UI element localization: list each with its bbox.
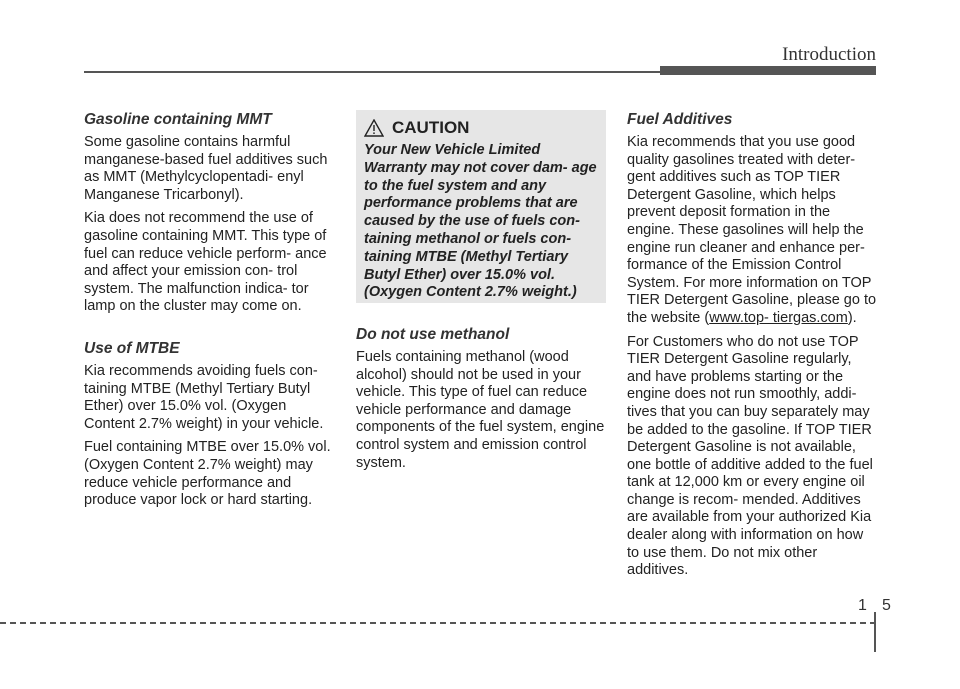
website-link[interactable]: www.top- tiergas.com <box>709 309 848 326</box>
section-title-mmt: Gasoline containing MMT <box>84 111 272 128</box>
paragraph-mtbe-2: Fuel containing MTBE over 15.0% vol. (Oxygen Content 2.7% weight) may reduce vehicle performance and produce vapor lock or hard starting. <box>84 439 331 509</box>
caution-box <box>356 110 606 303</box>
header-rule <box>84 71 660 73</box>
section-title-additives: Fuel Additives <box>627 111 733 128</box>
paragraph-additives-2: For Customers who do not use TOP TIER Detergent Gasoline regularly, and have problems starting or the engine does not run smoothly, addi- tives that you can buy separately may be added to the gasoline. If TOP TIER Detergent Gasoline is not available, one bottle of additive added to the fuel tank at 12,000 km or every engine oil change is recom- mended. Additives are available from your authorized Kia dealer along with information on how to use them. Do not mix other additives. <box>627 333 873 579</box>
chapter-number: 1 <box>858 597 867 614</box>
header-rule-accent <box>660 66 876 75</box>
section-title-mtbe: Use of MTBE <box>84 339 180 357</box>
paragraph-additives-1 <box>627 134 877 328</box>
footer-separator <box>874 612 876 652</box>
paragraph-mmt-2: Kia does not recommend the use of gasoline containing MMT. This type of fuel can reduce vehicle perform- ance and affect your emission con- trol system. The malfunction indica- tor lamp on the cluster may come on. <box>84 210 327 315</box>
paragraph-additives-1-end: ). <box>847 309 857 326</box>
caution-heading <box>364 118 598 138</box>
paragraph-mtbe-1: Kia recommends avoiding fuels con- taining MTBE (Methyl Tertiary Butyl Ether) over 15.0% vol. (Oxygen Content 2.7% weight) in your vehicle. <box>84 362 324 432</box>
paragraph-mmt-1: Some gasoline contains harmful manganese-based fuel additives such as MMT (Methylcyclopentadi- enyl Manganese Tricarbonyl). <box>84 134 328 203</box>
paragraph-additives-1-text: Kia recommends that you use good quality gasolines treated with deter- gent additives such as TOP TIER Detergent Gasoline, which helps prevent deposit formation in the engine. These gasolines will help the engine run cleaner and enhance per- formance of the Emission Control System. For more information on TOP TIER Detergent Gasoline, please go to the website ( <box>627 134 877 326</box>
paragraph-methanol: Fuels containing methanol (wood alcohol) should not be used in your vehicle. This type of fuel can reduce vehicle performance and damage components of the fuel system, engine control system and emission control system. <box>356 349 605 471</box>
section-title-methanol: Do not use methanol <box>356 326 510 343</box>
caution-label: CAUTION <box>392 118 470 137</box>
warning-triangle-icon <box>364 119 384 137</box>
column-middle <box>356 110 606 478</box>
footer-rule <box>0 622 876 624</box>
page-number: 5 <box>882 597 891 614</box>
page-header-title: Introduction <box>782 44 876 65</box>
column-right <box>627 110 877 586</box>
caution-text: Your New Vehicle Limited Warranty may not cover dam- age to the fuel system and any performance problems that are caused by the use of fuels con- taining methanol or fuels con- taining MTBE (Methyl Tertiary Butyl Ether) over 15.0% vol. (Oxygen Content 2.7% weight.) <box>364 142 597 301</box>
column-left <box>84 110 334 516</box>
